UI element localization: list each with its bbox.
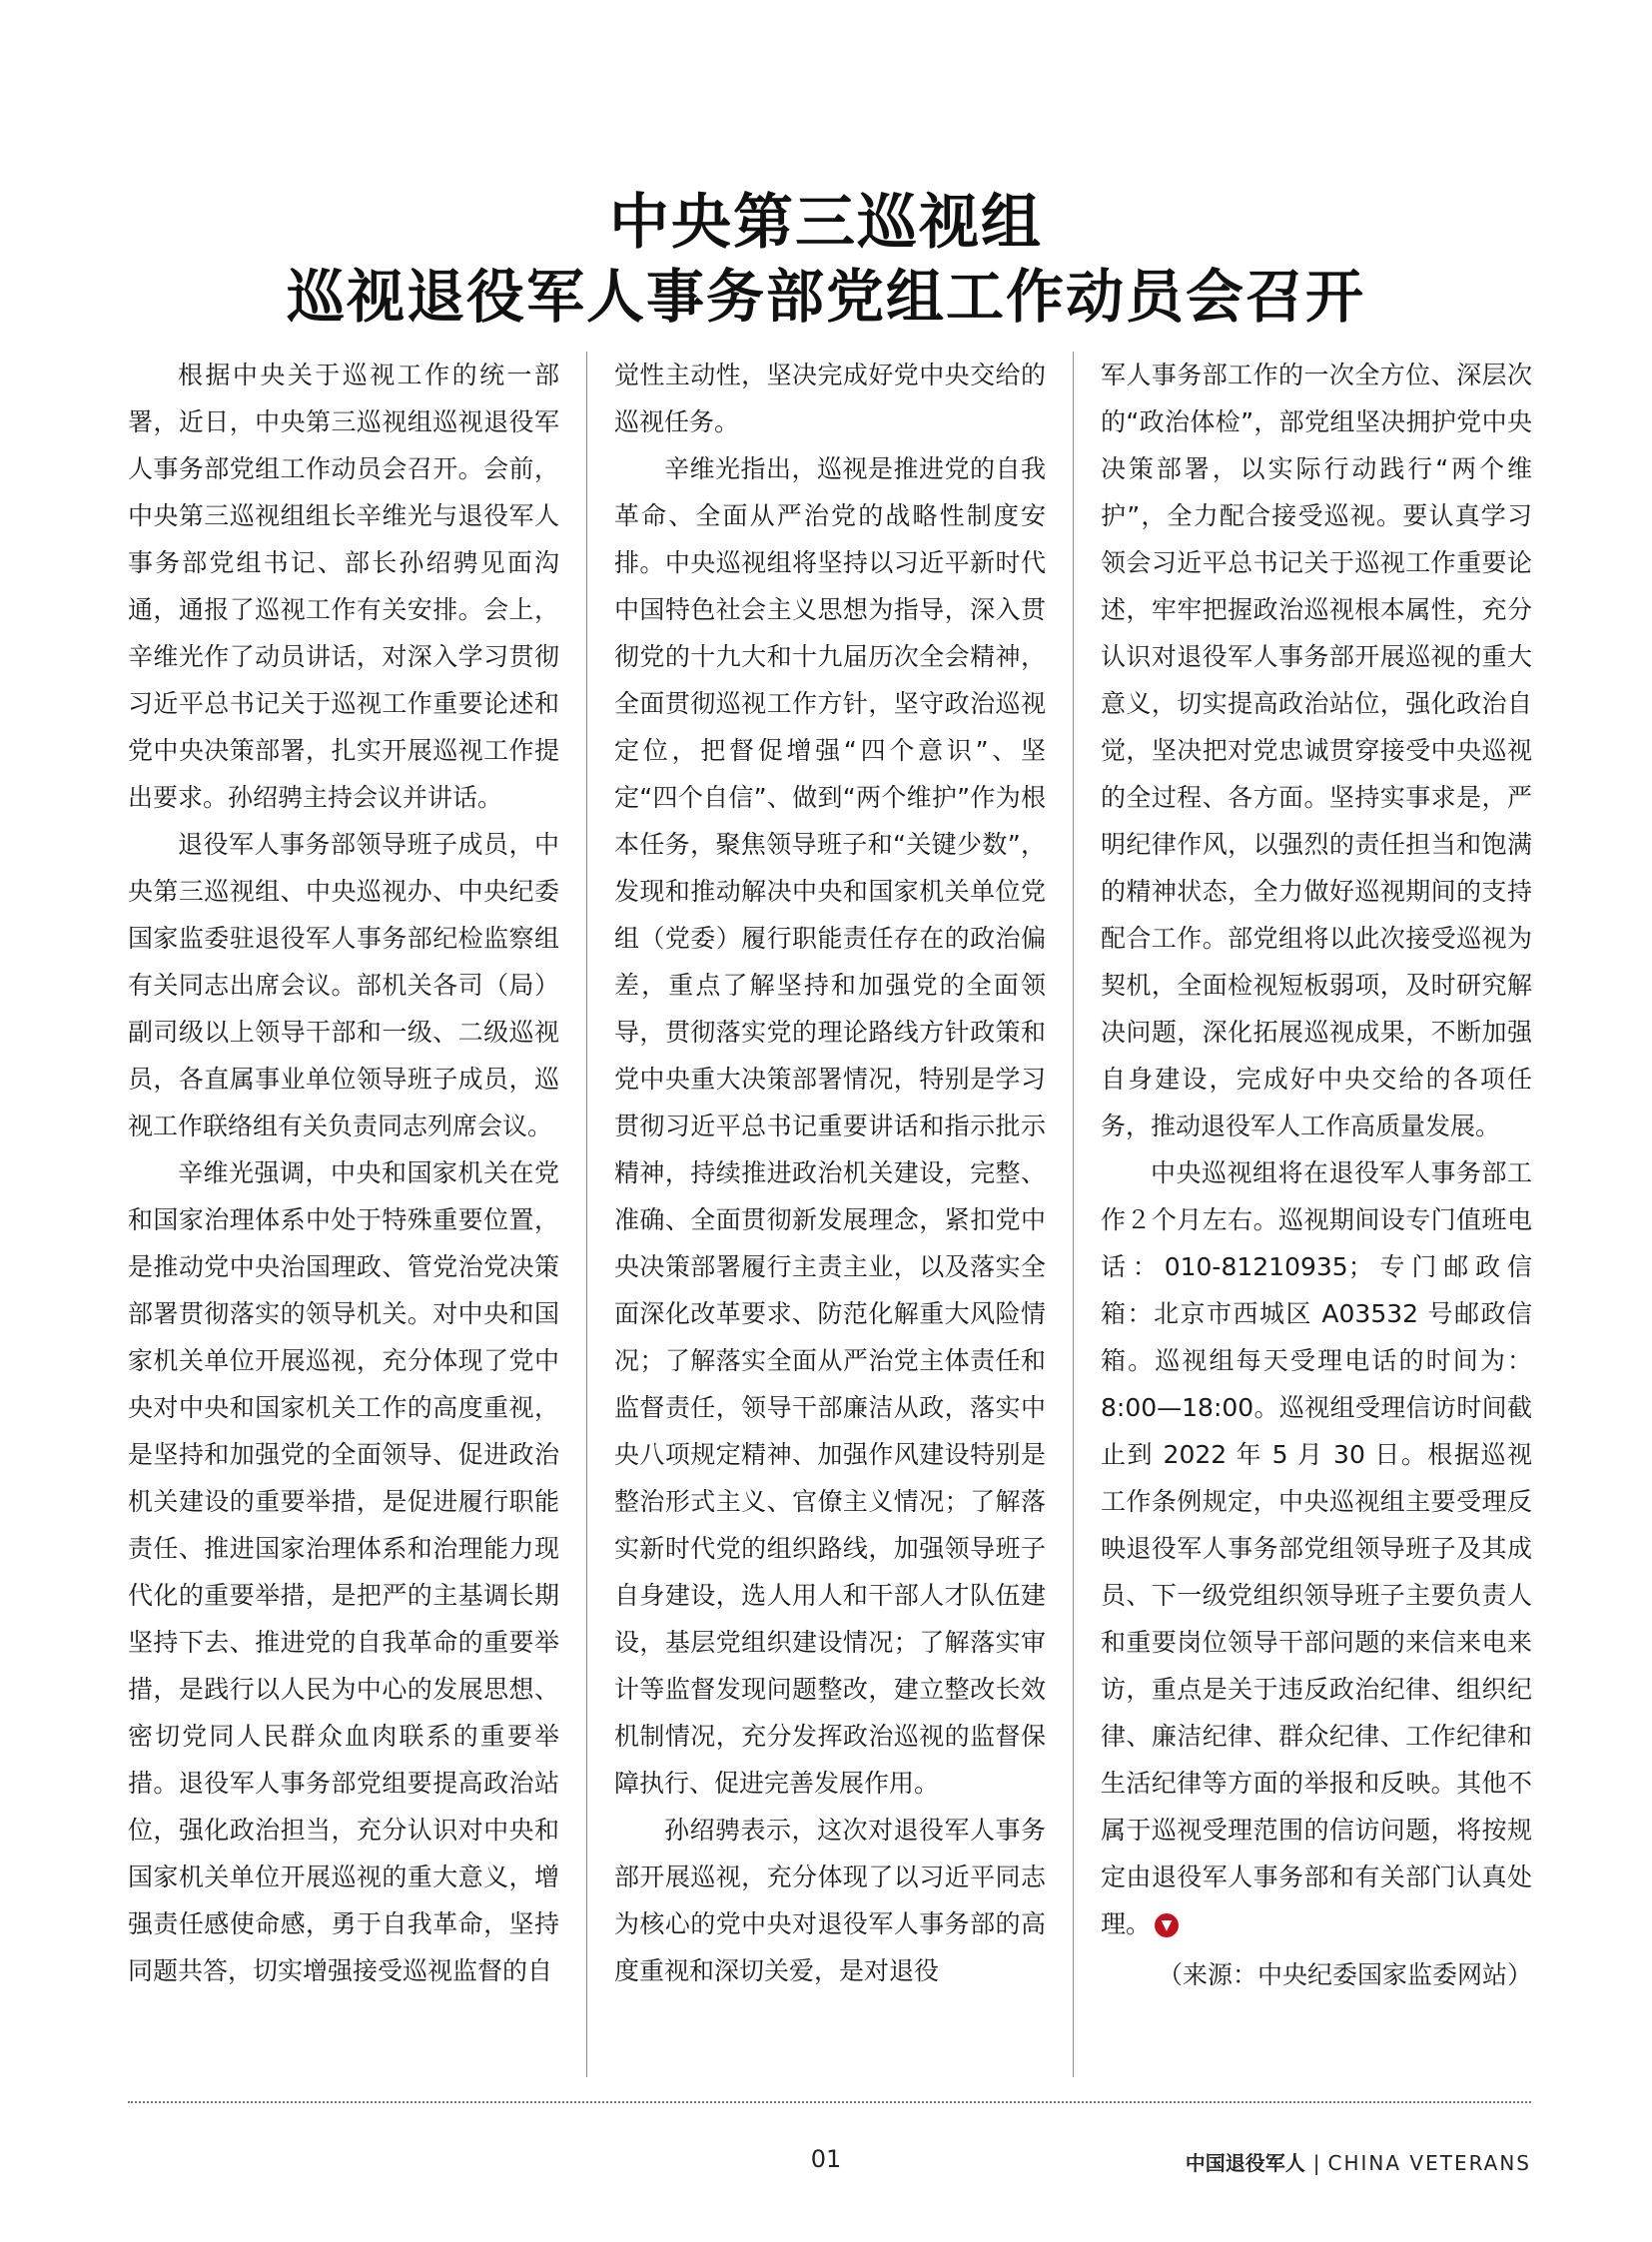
paragraph-continued: 觉性主动性，坚决完成好党中央交给的巡视任务。 bbox=[614, 361, 1046, 436]
column-2 bbox=[614, 352, 1046, 2077]
article-title-line-2: 巡视退役军人事务部党组工作动员会召开 bbox=[286, 263, 1365, 331]
brand-separator: | bbox=[1312, 2151, 1320, 2175]
paragraph: 辛维光指出，巡视是推进党的自我革命、全面从严治党的战略性制度安排。中央巡视组将坚持以习近平新时代中国特色社会主义思想为指导，深入贯彻党的十九大和十九届历次全会精神，全面贯彻巡视工作方针，坚守政治巡视定位，把督促增强“四个意识”、坚定“四个自信”、做到“两个维护”作为根本任务，聚焦领导班子和“关键少数”，发现和推动解决中央和国家机关单位党组（党委）履行职能责任存在的政治偏差，重点了解坚持和加强党的全面领导，贯彻落实党的理论路线方针政策和党中央重大决策部署情况，特别是学习贯彻习近平总书记重要讲话和指示批示精神，持续推进政治机关建设，完整、准确、全面贯彻新发展理念，紧扣党中央决策部署履行主责主业，以及落实全面深化改革要求、防范化解重大风险情况；了解落实全面从严治党主体责任和监督责任，领导干部廉洁从政，落实中央八项规定精神、加强作风建设特别是整治形式主义、官僚主义情况；了解落实新时代党的组织路线，加强领导班子自身建设，选人用人和干部人才队伍建设，基层党组织建设情况；了解落实审计等监督发现问题整改，建立整改长效机制情况，充分发挥政治巡视的监督保障执行、促进完善发展作用。 bbox=[614, 454, 1046, 1798]
page-number: 01 bbox=[810, 2145, 842, 2173]
paragraph-last bbox=[1101, 1149, 1532, 1947]
paragraph-text: 中央巡视组将在退役军人事务部工作２个月左右。巡视期间设专门值班电话：010-81210935；专门邮政信箱：北京市西城区 A03532 号邮政信箱。巡视组每天受理电话的时间为：8:00—18:00。巡视组受理信访时间截止到 2022 年 5 月 30 日。根据巡视工作条例规定，中央巡视组主要受理反映退役军人事务部党组领导班子及其成员、下一级党组织领导班子主要负责人和重要岗位领导干部问题的来信来电来访，重点是关于违反政治纪律、组织纪律、廉洁纪律、群众纪律、工作纪律和生活纪律等方面的举报和反映。其他不属于巡视受理范围的信访问题，将按规定由退役军人事务部和有关部门认真处理。 bbox=[1101, 1158, 1532, 1938]
magazine-brand bbox=[1186, 2147, 1531, 2176]
column-3 bbox=[1101, 352, 1532, 2077]
paragraph: 辛维光强调，中央和国家机关在党和国家治理体系中处于特殊重要位置，是推动党中央治国理政、管党治党决策部署贯彻落实的领导机关。对中央和国家机关单位开展巡视，充分体现了党中央对中央和国家机关工作的高度重视，是坚持和加强党的全面领导、促进政治机关建设的重要举措，是促进履行职能责任、推进国家治理体系和治理能力现代化的重要举措，是把严的主基调长期坚持下去、推进党的自我革命的重要举措，是践行以人民为中心的发展思想、密切党同人民群众血肉联系的重要举措。退役军人事务部党组要提高政治站位，强化政治担当，充分认识对中央和国家机关单位开展巡视的重大意义，增强责任感使命感，勇于自我革命，坚持同题共答，切实增强接受巡视监督的自 bbox=[128, 1158, 559, 1985]
paragraph: 退役军人事务部领导班子成员，中央第三巡视组、中央巡视办、中央纪委国家监委驻退役军人事务部纪检监察组有关同志出席会议。部机关各司（局）副司级以上领导干部和一级、二级巡视员，各直属事业单位领导班子成员，巡视工作联络组有关负责同志列席会议。 bbox=[128, 830, 559, 1140]
brand-name-cn: 中国退役军人 bbox=[1185, 2151, 1305, 2175]
source-credit: （来源：中央纪委国家监委网站） bbox=[1157, 1960, 1532, 1989]
paragraph: 根据中央关于巡视工作的统一部署，近日，中央第三巡视组巡视退役军人事务部党组工作动员会召开。会前，中央第三巡视组组长辛维光与退役军人事务部党组书记、部长孙绍骋见面沟通，通报了巡视工作有关安排。会上，辛维光作了动员讲话，对深入学习贯彻习近平总书记关于巡视工作重要论述和党中央决策部署，扎实开展巡视工作提出要求。孙绍骋主持会议并讲话。 bbox=[128, 361, 559, 812]
end-mark-icon: ▼ bbox=[1155, 1913, 1179, 1937]
article-body bbox=[128, 352, 1531, 2077]
article-title-line-1: 中央第三巡视组 bbox=[609, 188, 1043, 258]
brand-name-en: CHINA VETERANS bbox=[1327, 2151, 1531, 2175]
footer-divider bbox=[128, 2101, 1531, 2103]
column-1 bbox=[128, 352, 559, 2077]
paragraph-continued: 军人事务部工作的一次全方位、深层次的“政治体检”，部党组坚决拥护党中央决策部署，以实际行动践行“两个维护”，全力配合接受巡视。要认真学习领会习近平总书记关于巡视工作重要论述，牢牢把握政治巡视根本属性，充分认识对退役军人事务部开展巡视的重大意义，切实提高政治站位，强化政治自觉，坚决把对党忠诚贯穿接受中央巡视的全过程、各方面。坚持实事求是，严明纪律作风，以强烈的责任担当和饱满的精神状态，全力做好巡视期间的支持配合工作。部党组将以此次接受巡视为契机，全面检视短板弱项，及时研究解决问题，深化拓展巡视成果，不断加强自身建设，完成好中央交给的各项任务，推动退役军人工作高质量发展。 bbox=[1101, 361, 1532, 1140]
paragraph: 孙绍骋表示，这次对退役军人事务部开展巡视，充分体现了以习近平同志为核心的党中央对退役军人事务部的高度重视和深切关爱，是对退役 bbox=[614, 1816, 1046, 1985]
